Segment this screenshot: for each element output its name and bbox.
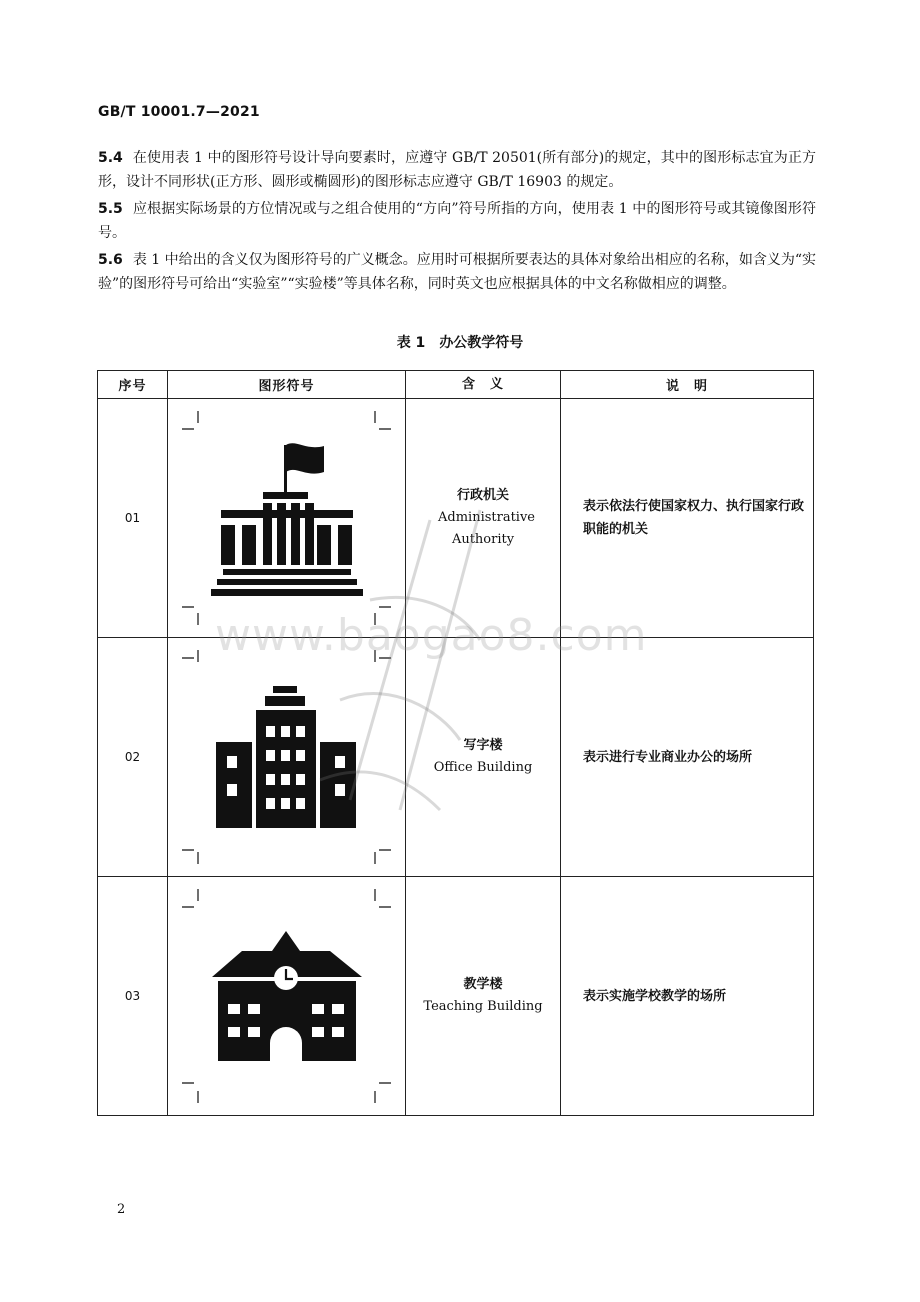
clause-list: [98, 146, 816, 299]
header-symbol: 图形符号: [168, 371, 406, 399]
description-text: 表示实施学校教学的场所: [583, 988, 727, 1004]
clause-number: 5.4: [98, 150, 123, 166]
symbol-cell: [168, 638, 406, 877]
row-number: 03: [98, 877, 168, 1116]
table-row: [98, 638, 814, 877]
meaning-cell: [406, 877, 561, 1116]
meaning-cell: [406, 399, 561, 638]
description-text: 表示依法行使国家权力、执行国家行政职能的机关: [583, 499, 805, 537]
clause-5-4: [98, 146, 816, 194]
table-row: [98, 877, 814, 1116]
symbol-table: [97, 370, 814, 1116]
table-row: [98, 399, 814, 638]
page-number: 2: [117, 1202, 126, 1217]
office-building-icon: [168, 638, 405, 876]
description-cell: [561, 877, 814, 1116]
clause-text: 应根据实际场景的方位情况或与之组合使用的“方向”符号所指的方向，使用表 1 中的图形符号或其镜像图形符号。: [98, 201, 816, 241]
description-cell: [561, 638, 814, 877]
meaning-en: Teaching Building: [423, 999, 543, 1014]
watermark: www.baogao8.com: [215, 610, 648, 661]
meaning-zh: 行政机关: [456, 488, 509, 503]
administrative-authority-icon: [168, 399, 405, 637]
meaning-en: Office Building: [433, 760, 533, 775]
header-description: 说 明: [561, 371, 814, 399]
clause-5-5: [98, 197, 816, 245]
description-cell: [561, 399, 814, 638]
clause-text: 表 1 中给出的含义仅为图形符号的广义概念。应用时可根据所要表达的具体对象给出相应的名称，如含义为“实验”的图形符号可给出“实验室”“实验楼”等具体名称，同时英文也应根据具体的中文名称做相应的调整。: [98, 252, 816, 292]
meaning-zh: 教学楼: [463, 977, 503, 992]
meaning-cell: [406, 638, 561, 877]
symbol-cell: [168, 399, 406, 638]
clause-number: 5.5: [98, 201, 123, 217]
meaning-zh: 写字楼: [463, 738, 503, 753]
teaching-building-icon: [168, 877, 405, 1115]
table-header-row: [98, 371, 814, 399]
header-no: 序号: [98, 371, 168, 399]
description-text: 表示进行专业商业办公的场所: [583, 749, 753, 765]
header-meaning: 含 义: [406, 371, 561, 399]
clause-number: 5.6: [98, 252, 123, 268]
table-caption: [0, 332, 920, 352]
table-caption-title: 办公教学符号: [439, 335, 524, 351]
row-number: 02: [98, 638, 168, 877]
symbol-cell: [168, 877, 406, 1116]
document-id: GB/T 10001.7—2021: [98, 104, 260, 120]
meaning-en: Administrative Authority: [438, 510, 536, 547]
row-number: 01: [98, 399, 168, 638]
clause-text: 在使用表 1 中的图形符号设计导向要素时，应遵守 GB/T 20501(所有部分)的规定，其中的图形标志宜为正方形，设计不同形状(正方形、圆形或椭圆形)的图形标志应遵守 GB/T 16903 的规定。: [98, 150, 816, 190]
clause-5-6: [98, 248, 816, 296]
table-caption-number: 表 1: [396, 335, 426, 351]
